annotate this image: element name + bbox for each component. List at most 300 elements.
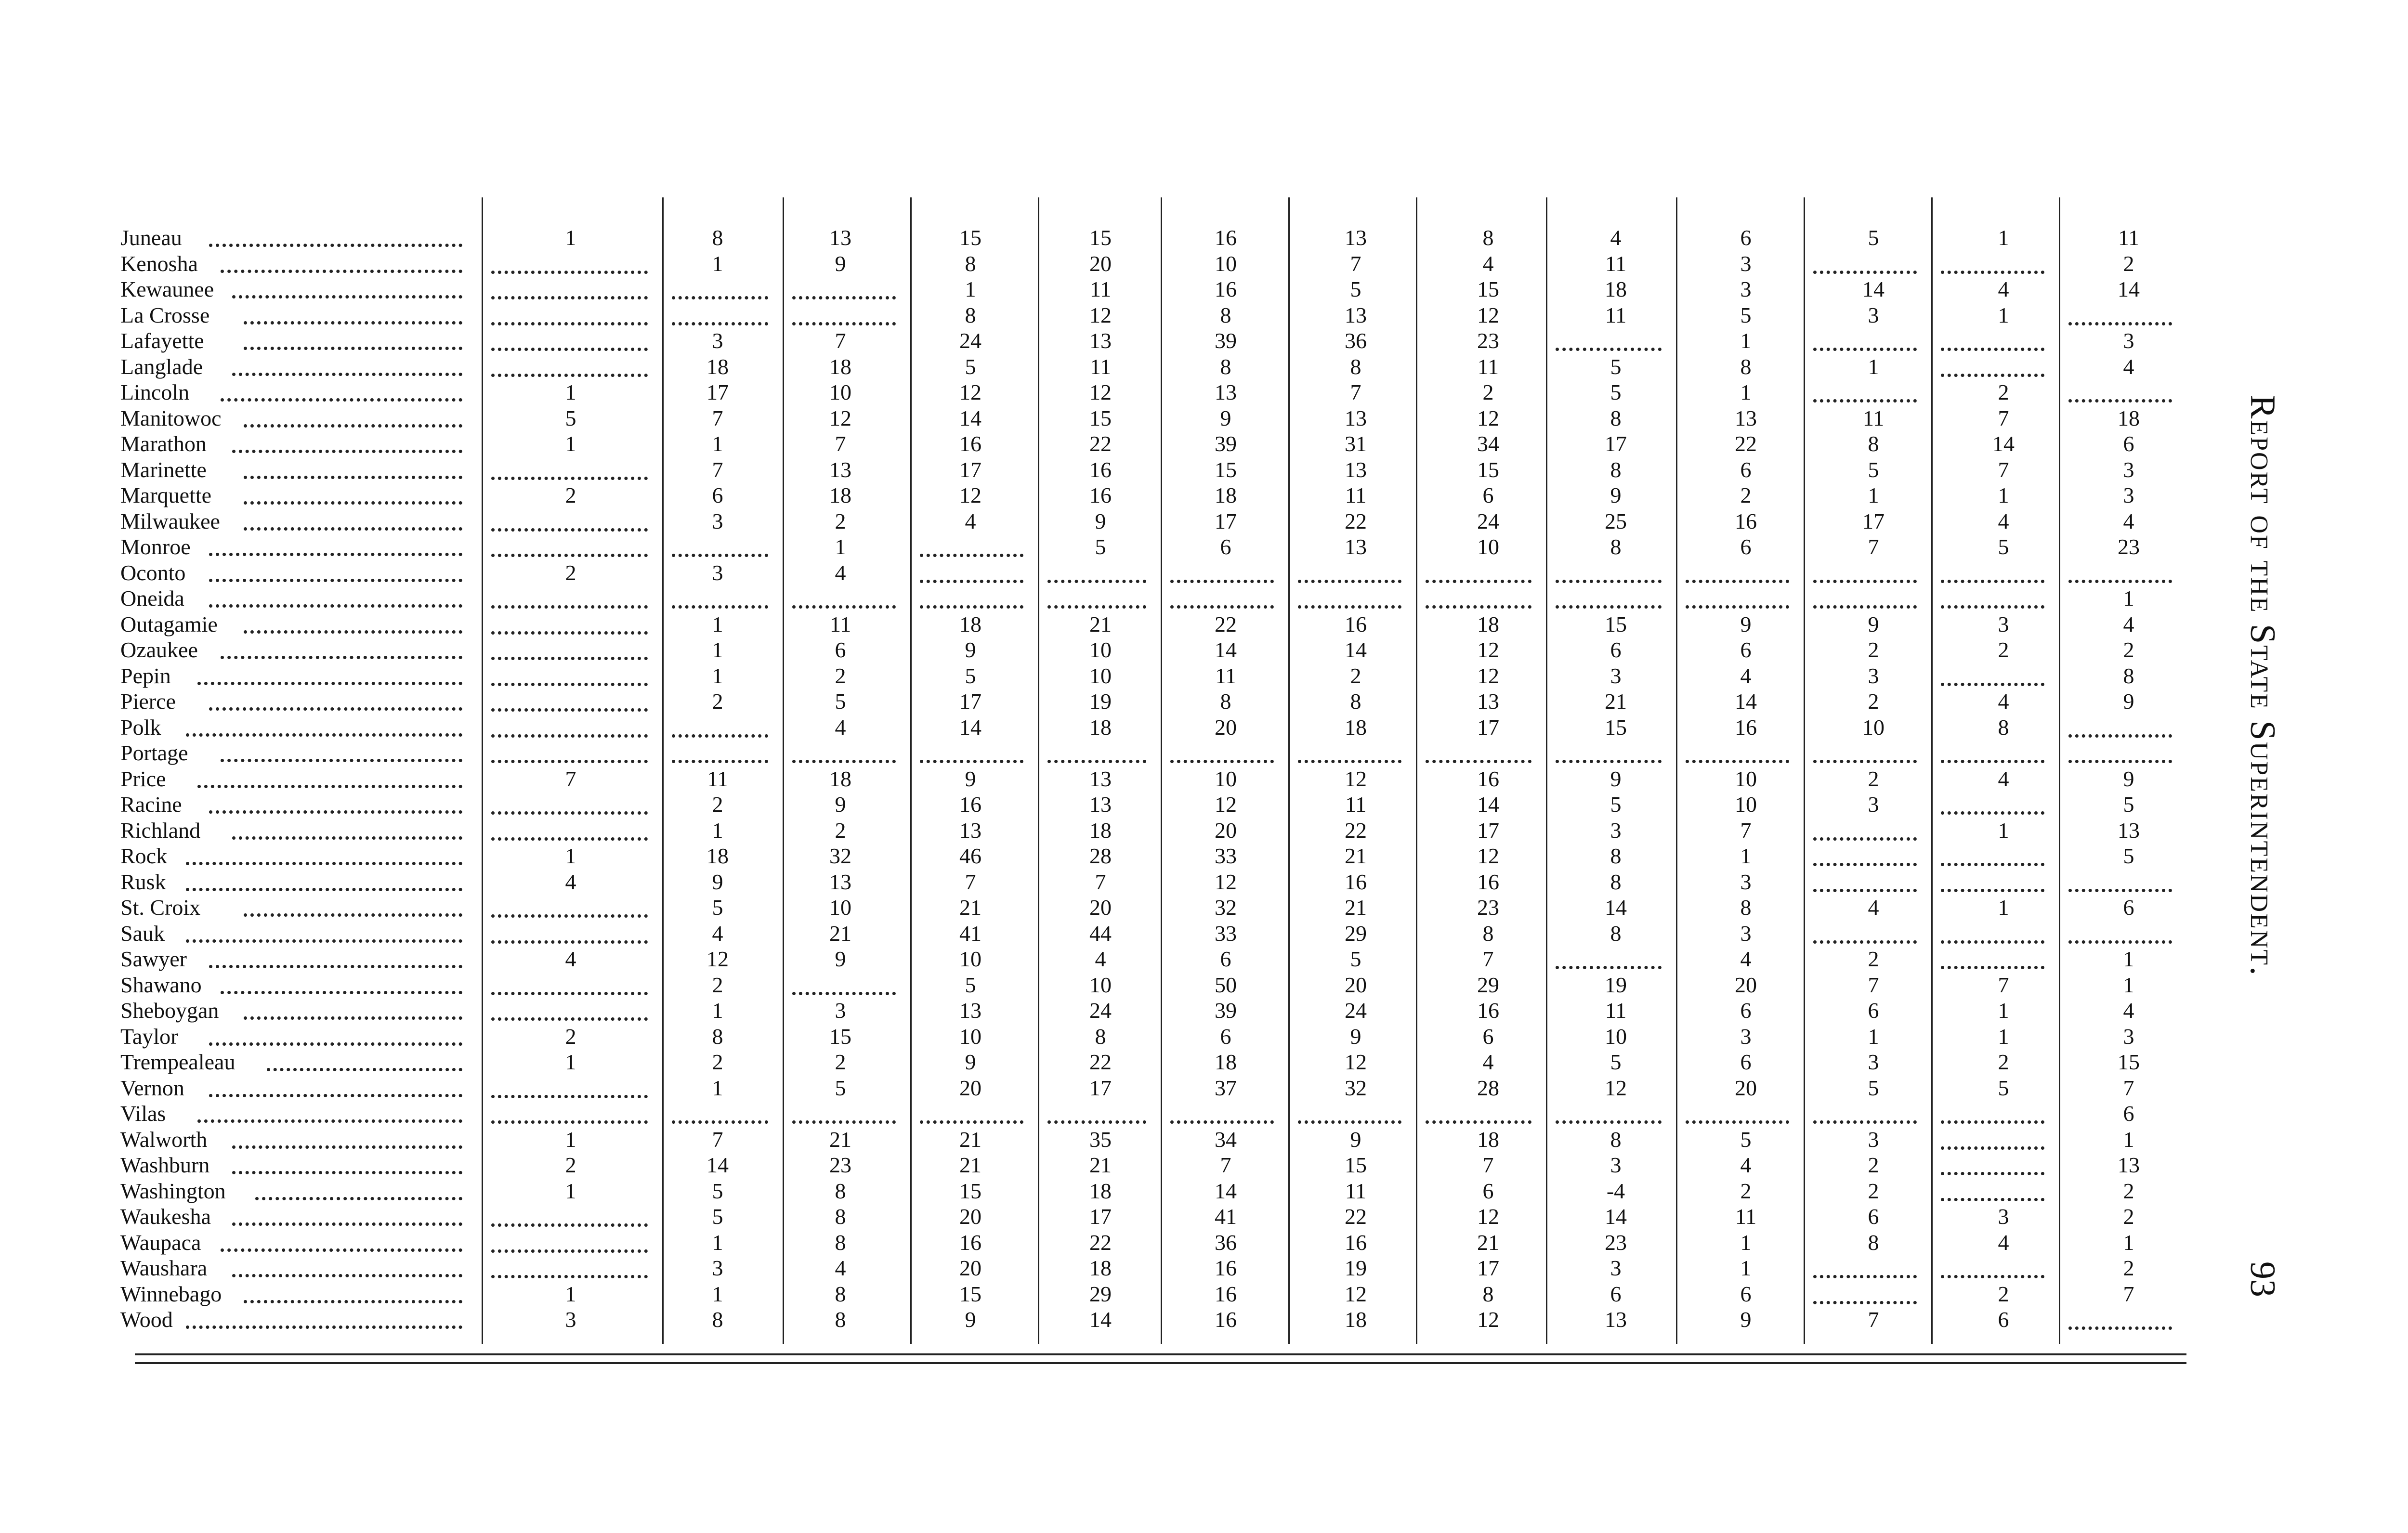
table-cell: 12 [959,380,982,404]
column-rule [1288,197,1290,1344]
table-cell: 18 [1605,277,1627,301]
table-cell: 3 [712,508,723,533]
table-cell: 7 [1868,534,1879,559]
empty-cell-dots [491,992,648,995]
table-cell: 32 [1215,895,1237,920]
empty-cell-dots [491,1249,648,1253]
county-name [120,1128,207,1151]
county-name [120,484,211,507]
empty-cell-dots [792,605,896,609]
county-name [120,613,218,636]
empty-cell-dots [1686,1120,1789,1124]
county-name [120,1077,184,1100]
empty-cell-dots [920,554,1023,557]
table-cell: 5 [1998,534,2009,559]
county-name [120,1180,226,1203]
table-cell: 12 [1477,302,1499,327]
empty-cell-dots [1686,605,1789,609]
table-cell: 4 [712,921,723,946]
county-label: Kenosha [120,251,198,276]
column-rule [482,197,483,1344]
table-cell: 21 [959,1153,982,1177]
table-cell: 7 [2123,1075,2134,1100]
table-cell: 2 [2123,1178,2134,1203]
table-cell: 6 [1482,1178,1494,1203]
table-cell: 8 [1482,921,1494,946]
table-cell: 20 [1215,715,1237,740]
table-cell: 21 [1345,895,1367,920]
empty-cell-dots [491,296,648,299]
empty-cell-dots [491,605,648,609]
table-cell: 18 [959,611,982,637]
empty-cell-dots [1556,580,1662,583]
table-cell: 8 [1740,895,1752,920]
county-label: Polk [120,715,161,740]
empty-cell-dots [920,580,1023,583]
leader-dots [221,398,462,402]
empty-cell-dots [1686,760,1789,763]
table-cell: 21 [829,921,851,946]
table-cell: 4 [1740,1153,1752,1177]
table-cell: 6 [2123,431,2134,456]
table-cell: 8 [712,225,723,250]
table-cell: 1 [712,1075,723,1100]
table-cell: 11 [1735,1204,1757,1229]
table-cell: 12 [1605,1075,1627,1100]
table-cell: 3 [2123,328,2134,353]
table-cell: 3 [1868,1127,1879,1152]
table-cell: 16 [959,792,982,817]
column-rule [1161,197,1162,1344]
empty-cell-dots [491,657,648,660]
table-cell: 17 [1477,1256,1499,1280]
leader-dots [209,1094,462,1097]
table-cell: 4 [1740,663,1752,688]
table-cell: 11 [1089,354,1112,379]
table-cell: 41 [959,921,982,946]
table-cell: 2 [565,560,576,585]
empty-cell-dots [920,1120,1023,1124]
table-cell: 4 [1998,1230,2009,1255]
table-cell: 14 [959,715,982,740]
table-cell: 2 [835,1050,846,1074]
empty-cell-dots [491,374,648,377]
table-cell: 8 [1868,1230,1879,1255]
county-label: Milwaukee [120,508,220,533]
table-cell: 2 [1740,483,1752,507]
table-cell: 22 [1345,818,1367,843]
table-cell: 39 [1215,431,1237,456]
table-cell: 6 [1220,947,1231,971]
table-cell: 2 [1482,380,1494,404]
empty-cell-dots [1426,605,1531,609]
table-cell: 10 [1862,715,1885,740]
table-cell: 19 [1345,1256,1367,1280]
table-cell: 2 [1868,689,1879,714]
table-cell: 3 [2123,483,2134,507]
table-cell: 7 [1482,1153,1494,1177]
empty-cell-dots [1941,271,2044,274]
empty-cell-dots [491,811,648,815]
county-label: St. Croix [120,895,201,920]
table-cell: 3 [1740,869,1752,894]
table-cell: 13 [1089,328,1112,353]
county-name [120,1025,178,1048]
leader-dots [209,707,462,711]
table-cell: 16 [1345,1230,1367,1255]
county-label: Rock [120,844,168,868]
table-cell: 20 [959,1204,982,1229]
empty-cell-dots [491,760,648,763]
table-cell: 13 [1735,405,1757,430]
table-cell: 10 [1215,766,1237,791]
table-cell: 12 [1477,663,1499,688]
table-cell: 14 [1735,689,1757,714]
table-cell: 1 [965,277,976,301]
table-cell: 11 [1345,1178,1367,1203]
table-cell: 4 [565,869,576,894]
empty-cell-dots [1813,889,1917,892]
leader-dots [255,1197,462,1200]
empty-cell-dots [672,322,768,325]
table-cell: 18 [1345,1307,1367,1332]
table-cell: 12 [1215,792,1237,817]
table-cell: 15 [1477,277,1499,301]
table-cell: 2 [835,508,846,533]
empty-cell-dots [491,1223,648,1227]
table-cell: 1 [712,1281,723,1306]
table-cell: 1 [565,1127,576,1152]
county-label: Lincoln [120,380,190,404]
county-label: Oneida [120,586,184,611]
table-cell: 20 [1735,1075,1757,1100]
county-label: Walworth [120,1127,208,1152]
table-cell: 16 [1089,483,1112,507]
table-cell: 23 [1477,328,1499,353]
table-cell: 1 [565,1178,576,1203]
table-cell: 19 [1089,689,1112,714]
table-cell: 22 [1089,1230,1112,1255]
county-name [120,1102,166,1125]
table-cell: 3 [1610,818,1622,843]
table-cell: 14 [1605,895,1627,920]
county-name [120,896,200,919]
table-cell: 16 [1215,1307,1237,1332]
county-name [120,407,222,430]
table-cell: 5 [2123,792,2134,817]
table-cell: 3 [565,1307,576,1332]
county-name [120,999,219,1022]
table-cell: 9 [965,1050,976,1074]
table-cell: 8 [1610,844,1622,868]
table-cell: 13 [2118,1153,2140,1177]
table-cell: 5 [712,1204,723,1229]
leader-dots [186,1325,462,1329]
county-name [120,1231,201,1254]
table-cell: 18 [829,354,851,379]
county-label: Pierce [120,689,176,714]
table-cell: 15 [1089,225,1112,250]
leader-dots [221,270,462,273]
table-cell: 11 [1862,405,1885,430]
table-cell: 3 [1740,921,1752,946]
table-cell: 18 [707,844,729,868]
table-cell: 8 [1610,534,1622,559]
table-cell: 12 [1345,766,1367,791]
table-cell: 33 [1215,844,1237,868]
table-cell: 3 [1868,1050,1879,1074]
table-cell: 1 [565,1281,576,1306]
table-cell: -4 [1606,1178,1625,1203]
table-cell: 18 [2118,405,2140,430]
bottom-rule [135,1362,2186,1364]
table-cell: 12 [1477,844,1499,868]
leader-dots [267,1068,462,1071]
table-cell: 12 [707,947,729,971]
table-cell: 18 [1477,1127,1499,1152]
empty-cell-dots [1298,760,1401,763]
table-cell: 13 [1345,225,1367,250]
leader-dots [244,1300,462,1303]
column-rule [1804,197,1805,1344]
table-cell: 4 [1998,766,2009,791]
table-cell: 2 [1998,637,2009,662]
table-cell: 5 [1998,1075,2009,1100]
table-cell: 13 [2118,818,2140,843]
empty-cell-dots [1813,348,1917,351]
table-cell: 16 [1215,1256,1237,1280]
county-name [120,1257,207,1280]
table-cell: 12 [1345,1281,1367,1306]
county-name [120,458,207,481]
table-cell: 12 [1477,405,1499,430]
table-cell: 9 [965,766,976,791]
table-cell: 8 [2123,663,2134,688]
column-rule [2059,197,2060,1344]
leader-dots [232,1145,462,1149]
table-cell: 14 [1862,277,1885,301]
table-cell: 5 [1868,225,1879,250]
table-cell: 33 [1215,921,1237,946]
empty-cell-dots [1426,760,1531,763]
table-cell: 4 [1482,1050,1494,1074]
table-cell: 7 [1868,1307,1879,1332]
empty-cell-dots [920,760,1023,763]
table-cell: 10 [1215,251,1237,276]
leader-dots [209,553,462,556]
table-cell: 14 [1089,1307,1112,1332]
empty-cell-dots [1298,580,1401,583]
table-cell: 2 [1868,1178,1879,1203]
table-cell: 11 [1605,998,1627,1023]
table-cell: 1 [1740,328,1752,353]
table-cell: 8 [835,1178,846,1203]
table-cell: 5 [2123,844,2134,868]
table-cell: 3 [1868,792,1879,817]
table-cell: 15 [1477,457,1499,482]
table-cell: 5 [1610,792,1622,817]
table-cell: 7 [1998,457,2009,482]
table-cell: 16 [1477,998,1499,1023]
table-cell: 14 [1345,637,1367,662]
column-rule [1676,197,1677,1344]
leader-dots [232,1222,462,1226]
table-cell: 3 [1740,251,1752,276]
empty-cell-dots [1941,1172,2044,1175]
empty-cell-dots [1813,760,1917,763]
empty-cell-dots [1170,605,1274,609]
table-cell: 20 [1089,895,1112,920]
table-cell: 13 [1345,405,1367,430]
table-cell: 16 [959,1230,982,1255]
table-cell: 1 [2123,586,2134,611]
county-name [120,638,198,662]
table-cell: 8 [965,251,976,276]
table-cell: 6 [712,483,723,507]
table-cell: 9 [965,1307,976,1332]
empty-cell-dots [672,554,768,557]
table-cell: 3 [712,560,723,585]
leader-dots [209,579,462,582]
county-name [120,664,171,688]
table-cell: 1 [2123,972,2134,997]
empty-cell-dots [1941,580,2044,583]
table-cell: 22 [1089,1050,1112,1074]
leader-dots [244,630,462,634]
table-cell: 20 [959,1075,982,1100]
empty-cell-dots [491,271,648,274]
table-cell: 14 [1992,431,2015,456]
table-cell: 4 [835,1256,846,1280]
table-cell: 17 [707,380,729,404]
empty-cell-dots [1941,374,2044,377]
county-name [120,252,198,275]
column-rule [1931,197,1933,1344]
table-cell: 6 [1220,534,1231,559]
county-label: Richland [120,818,201,843]
table-cell: 13 [959,998,982,1023]
table-cell: 9 [965,637,976,662]
table-cell: 8 [1482,1281,1494,1306]
empty-cell-dots [1813,399,1917,403]
table-cell: 2 [712,792,723,817]
table-cell: 6 [1740,1050,1752,1074]
table-cell: 3 [1610,1256,1622,1280]
leader-dots [197,785,462,788]
leader-dots [232,373,462,376]
county-name [120,432,207,455]
table-cell: 1 [712,663,723,688]
empty-cell-dots [1298,1120,1401,1124]
table-cell: 50 [1215,972,1237,997]
empty-cell-dots [1426,1120,1531,1124]
table-cell: 5 [1610,1050,1622,1074]
leader-dots [244,913,462,917]
leader-dots [244,1016,462,1020]
table-cell: 16 [1215,1281,1237,1306]
empty-cell-dots [1813,271,1917,274]
table-cell: 32 [1345,1075,1367,1100]
table-cell: 7 [1220,1153,1231,1177]
table-cell: 5 [965,354,976,379]
table-cell: 9 [835,792,846,817]
table-cell: 10 [1089,972,1112,997]
table-cell: 21 [1477,1230,1499,1255]
table-cell: 8 [1610,1127,1622,1152]
table-cell: 16 [959,431,982,456]
table-cell: 1 [565,1050,576,1074]
empty-cell-dots [1941,889,2044,892]
table-cell: 3 [1998,1204,2009,1229]
table-cell: 2 [1868,1153,1879,1177]
table-cell: 12 [1215,869,1237,894]
table-cell: 17 [1477,715,1499,740]
table-cell: 10 [1605,1024,1627,1049]
empty-cell-dots [1813,837,1917,841]
county-name [120,819,200,842]
table-cell: 18 [1215,483,1237,507]
table-cell: 2 [1998,380,2009,404]
table-cell: 13 [829,225,851,250]
table-cell: 6 [1740,637,1752,662]
table-cell: 19 [1605,972,1627,997]
table-cell: 10 [829,895,851,920]
table-cell: 14 [2118,277,2140,301]
table-cell: 1 [1740,1230,1752,1255]
empty-cell-dots [1556,966,1662,969]
column-rule [1416,197,1417,1344]
table-cell: 1 [1998,818,2009,843]
table-cell: 1 [712,431,723,456]
table-cell: 16 [1735,508,1757,533]
leader-dots [244,527,462,531]
county-label: Washington [120,1178,226,1203]
table-cell: 8 [712,1307,723,1332]
table-cell: 2 [835,663,846,688]
table-cell: 17 [1215,508,1237,533]
empty-cell-dots [1941,811,2044,815]
table-cell: 4 [1998,277,2009,301]
table-cell: 7 [1868,972,1879,997]
table-cell: 13 [829,869,851,894]
table-cell: 32 [829,844,851,868]
table-cell: 6 [1740,534,1752,559]
table-cell: 2 [2123,251,2134,276]
table-cell: 2 [712,689,723,714]
empty-cell-dots [672,296,768,299]
table-cell: 8 [1610,869,1622,894]
county-label: Oconto [120,560,186,585]
empty-cell-dots [1556,1120,1662,1124]
empty-cell-dots [1426,580,1531,583]
county-label: Taylor [120,1024,178,1049]
table-cell: 4 [1482,251,1494,276]
county-label: La Crosse [120,302,210,327]
table-cell: 14 [1215,1178,1237,1203]
leader-dots [209,604,462,608]
table-cell: 7 [965,869,976,894]
table-cell: 13 [1345,534,1367,559]
table-cell: 18 [707,354,729,379]
table-cell: 14 [1215,637,1237,662]
table-cell: 2 [1868,947,1879,971]
table-cell: 7 [835,328,846,353]
table-cell: 21 [1089,1153,1112,1177]
county-label: Waukesha [120,1204,211,1229]
empty-cell-dots [1941,760,2044,763]
county-label: Vilas [120,1101,166,1126]
column-rule [662,197,664,1344]
